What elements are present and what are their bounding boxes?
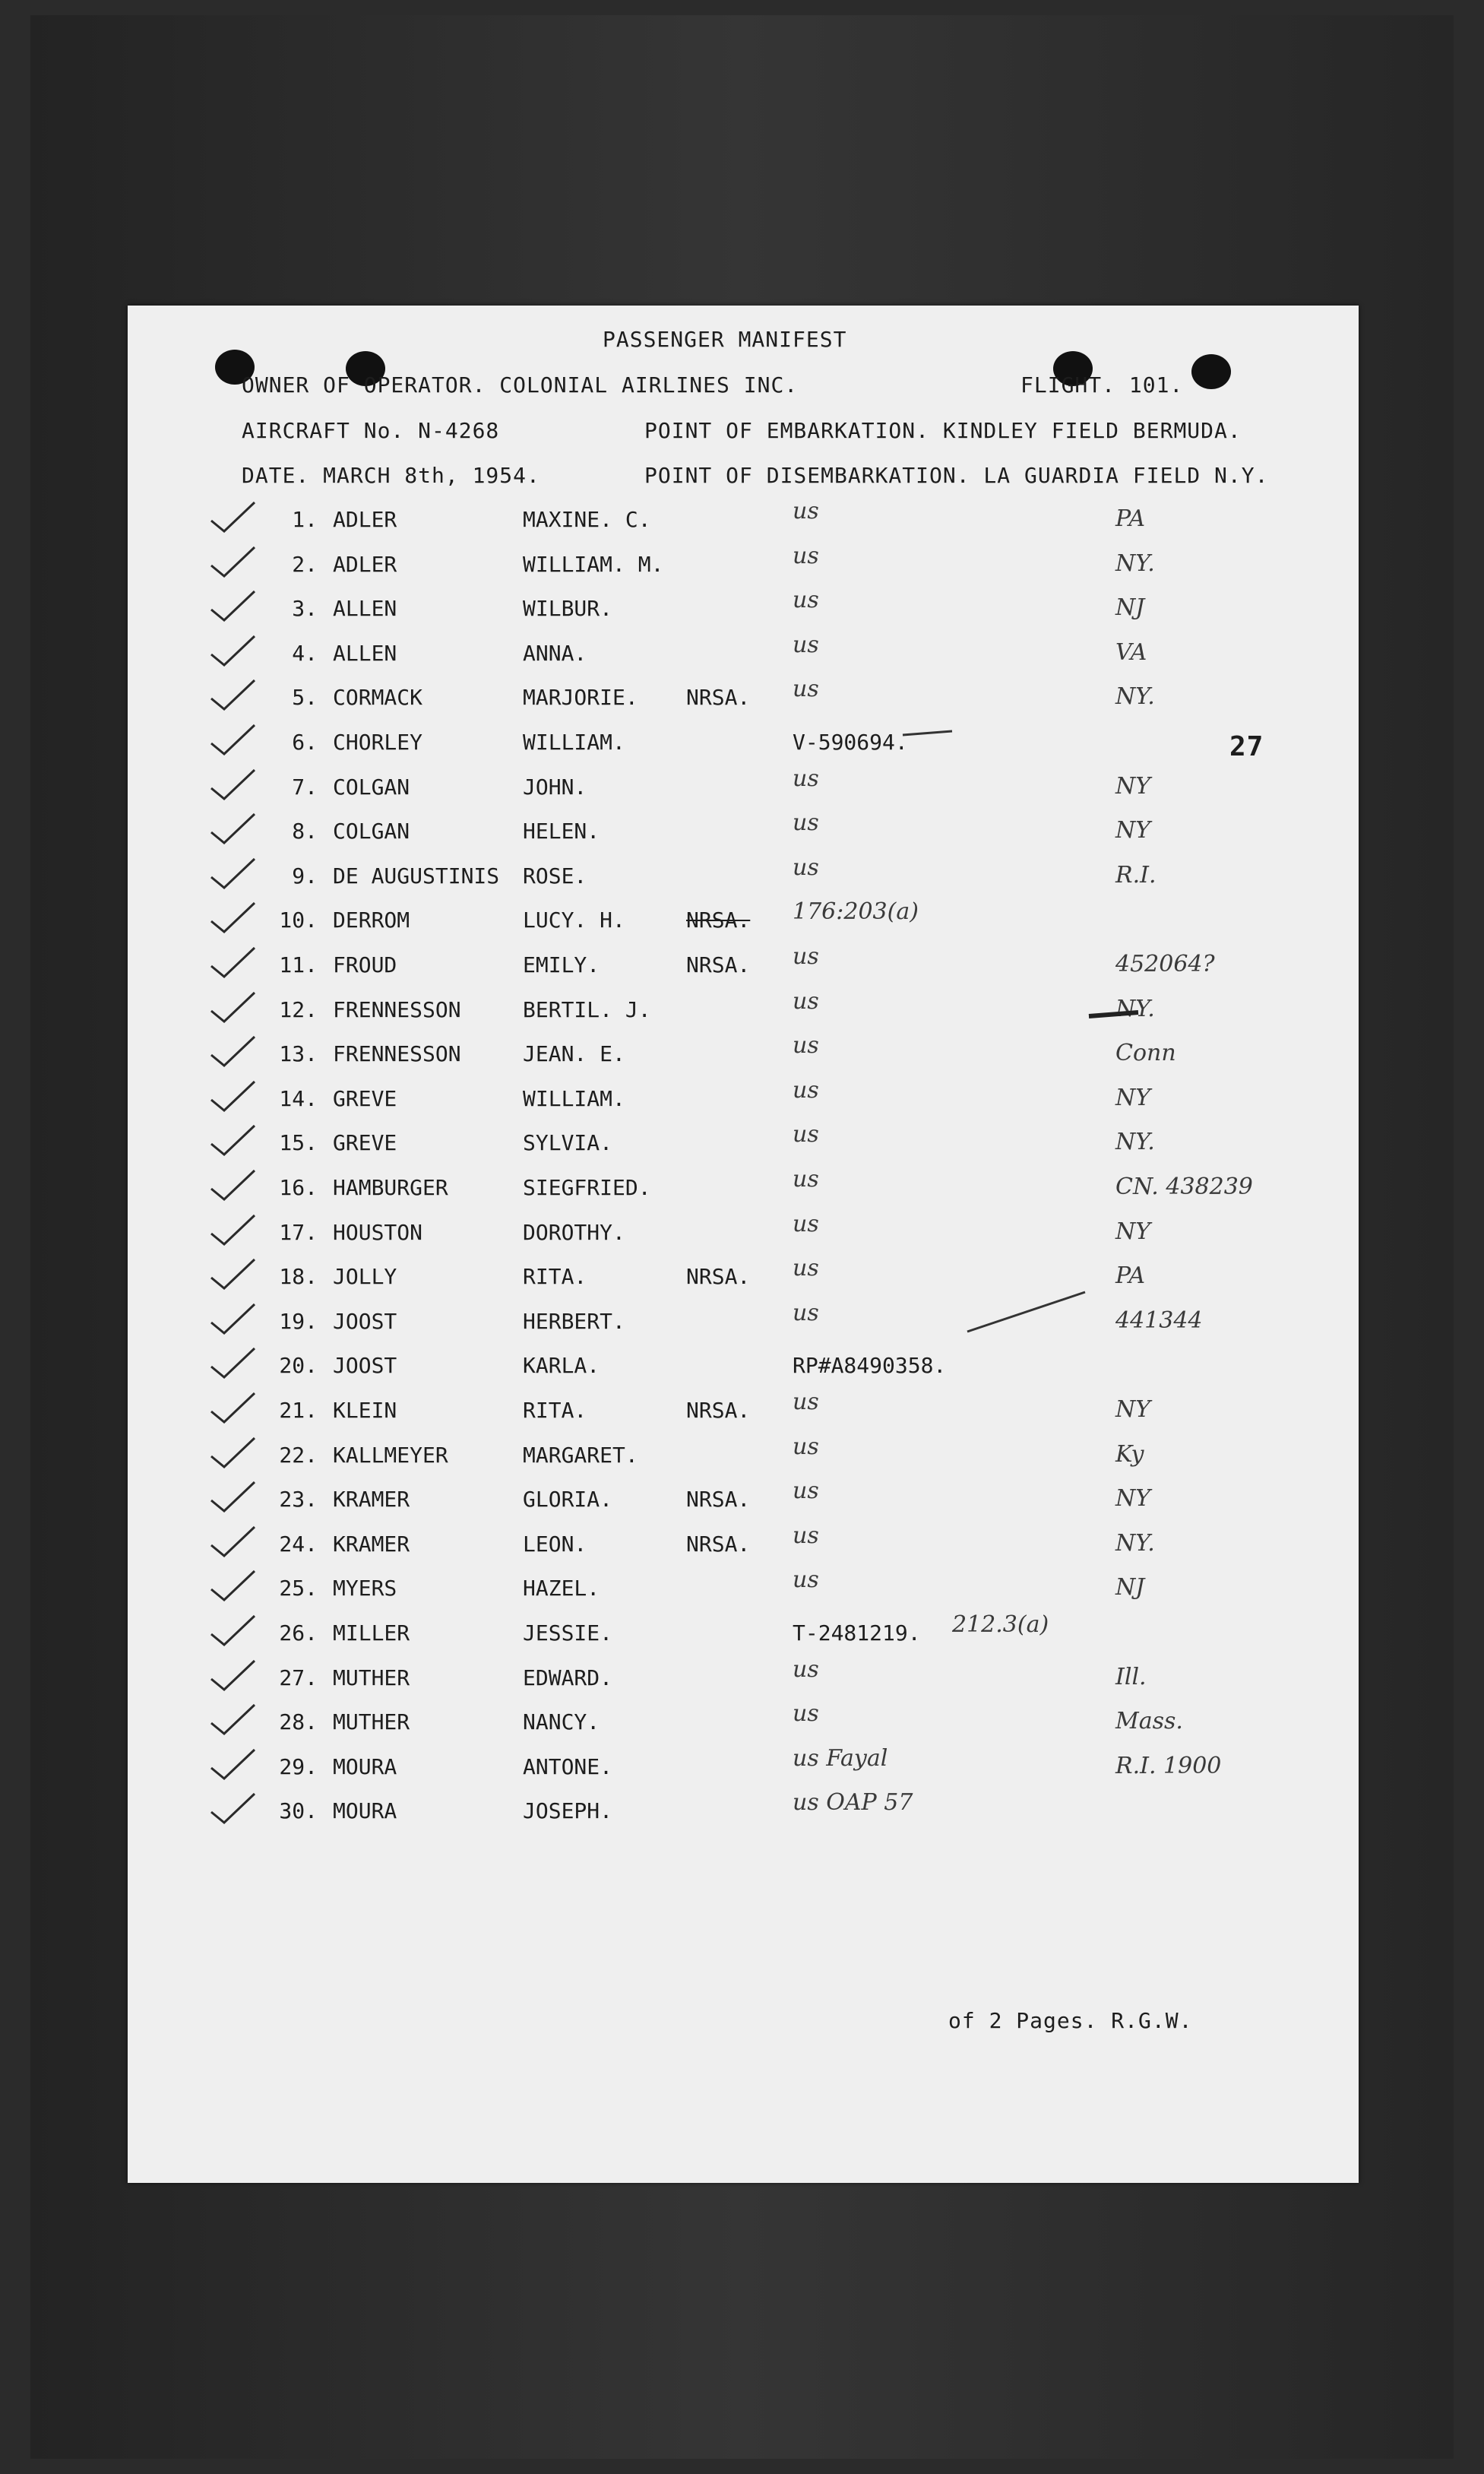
handwritten-note: us [793,1076,819,1104]
passenger-row [128,898,1359,952]
passenger-first-name: BERTIL. J. [523,996,651,1022]
passenger-first-name: HELEN. [523,819,600,844]
passenger-first-name: HAZEL. [523,1576,600,1601]
handwritten-state: NY [1115,772,1151,800]
passenger-first-name: JOHN. [523,774,587,800]
passenger-row [128,676,1359,729]
passenger-first-name: LEON. [523,1531,587,1557]
passenger-first-name: DOROTHY. [523,1219,625,1245]
handwritten-state: NY. [1115,995,1155,1022]
passenger-row [128,1210,1359,1264]
passenger-last-name: CHORLEY [333,730,423,755]
passenger-last-name: FRENNESSON [333,1041,461,1067]
handwritten-note: us [793,854,819,881]
passenger-number: 28. [279,1709,318,1735]
manifest-page [128,306,1359,2183]
nrsa-status: NRSA. [686,1531,751,1557]
handwritten-state: NY. [1115,683,1155,711]
passenger-number: 22. [279,1442,318,1468]
passenger-first-name: JOSEPH. [523,1798,613,1824]
handwritten-note: us [793,1478,819,1505]
passenger-last-name: CORMACK [333,685,423,711]
passenger-last-name: ALLEN [333,640,397,666]
passenger-number: 25. [279,1576,318,1601]
passenger-row [128,730,1359,774]
passenger-first-name: MARGARET. [523,1442,638,1468]
passenger-number: 12. [279,996,318,1022]
passenger-number: 17. [279,1219,318,1245]
document-number: V-590694. [793,730,908,755]
passenger-last-name: MUTHER [333,1665,410,1690]
passenger-first-name: EDWARD. [523,1665,613,1690]
passenger-row [128,1744,1359,1798]
page-footer: of 2 Pages. R.G.W. [948,2008,1193,2033]
handwritten-state: Mass. [1115,1708,1183,1735]
passenger-last-name: KRAMER [333,1487,410,1513]
handwritten-note: us [793,1255,819,1282]
passenger-first-name: SIEGFRIED. [523,1175,651,1200]
document-number: RP#A8490358. [793,1353,947,1379]
handwritten-state: NY. [1115,550,1155,577]
handwritten-state: Ky [1115,1440,1144,1468]
passenger-last-name: COLGAN [333,774,410,800]
handwritten-note: us [793,1522,819,1549]
passenger-first-name: HERBERT. [523,1308,625,1334]
passenger-first-name: MAXINE. C. [523,507,651,532]
page-number: 27 [1229,731,1264,762]
handwritten-note: us [793,587,819,614]
punch-hole [1191,354,1231,389]
passenger-first-name: ANNA. [523,640,587,666]
handwritten-state: NJ [1115,1574,1145,1601]
handwritten-state: NY [1115,817,1151,844]
passenger-number: 23. [279,1487,318,1513]
handwritten-note: us [793,1566,819,1594]
passenger-first-name: JESSIE. [523,1620,613,1646]
handwritten-state: Ill. [1115,1663,1147,1690]
passenger-first-name: JEAN. E. [523,1041,625,1067]
passenger-row [128,498,1359,551]
handwritten-state: VA [1115,638,1147,666]
passenger-first-name: SYLVIA. [523,1130,613,1156]
passenger-last-name: JOLLY [333,1264,397,1290]
handwritten-state: PA [1115,1262,1146,1290]
passenger-last-name: COLGAN [333,819,410,844]
handwritten-note: us [793,676,819,703]
handwritten-note: 212.3(a) [952,1611,1049,1638]
passenger-number: 4. [292,640,318,666]
handwritten-state: PA [1115,505,1146,532]
embarkation-point: POINT OF EMBARKATION. KINDLEY FIELD BERMUDA. [644,418,1242,443]
handwritten-state: NJ [1115,594,1145,622]
passenger-row [128,587,1359,640]
handwritten-note: 176:203(a) [793,898,919,926]
passenger-row [128,1032,1359,1085]
passenger-last-name: KLEIN [333,1398,397,1423]
passenger-row [128,1166,1359,1219]
passenger-last-name: MUTHER [333,1709,410,1735]
passenger-row [128,1611,1359,1665]
passenger-first-name: LUCY. H. [523,908,625,933]
passenger-number: 20. [279,1353,318,1379]
passenger-number: 1. [292,507,318,532]
passenger-number: 16. [279,1175,318,1200]
passenger-number: 24. [279,1531,318,1557]
passenger-row [128,1121,1359,1174]
passenger-first-name: NANCY. [523,1709,600,1735]
handwritten-state: CN. 438239 [1115,1174,1253,1200]
passenger-row [128,854,1359,908]
passenger-first-name: WILBUR. [523,596,613,622]
passenger-last-name: ADLER [333,551,397,577]
nrsa-status: NRSA. [686,908,751,933]
nrsa-status: NRSA. [686,685,751,711]
passenger-last-name: KALLMEYER [333,1442,448,1468]
passenger-last-name: MOURA [333,1798,397,1824]
handwritten-note: us OAP 57 [793,1789,913,1817]
handwritten-state: 452064? [1115,951,1215,977]
passenger-row [128,1655,1359,1709]
manifest-date: DATE. MARCH 8th, 1954. [242,463,540,488]
handwritten-state: NY. [1115,1529,1155,1557]
handwritten-note: us [793,1166,819,1193]
passenger-row [128,1389,1359,1442]
handwritten-state: NY [1115,1485,1151,1513]
passenger-last-name: GREVE [333,1085,397,1111]
passenger-number: 2. [292,551,318,577]
passenger-first-name: WILLIAM. M. [523,551,664,577]
passenger-number: 6. [292,730,318,755]
passenger-number: 19. [279,1308,318,1334]
handwritten-note: us [793,1700,819,1728]
passenger-number: 10. [279,908,318,933]
handwritten-note: us [793,498,819,524]
handwritten-state: NY. [1115,1129,1155,1156]
nrsa-status: NRSA. [686,1264,751,1290]
passenger-last-name: JOOST [333,1353,397,1379]
handwritten-note: us [793,1389,819,1415]
passenger-row [128,1566,1359,1620]
disembarkation-point: POINT OF DISEMBARKATION. LA GUARDIA FIELD N.Y. [644,463,1269,488]
passenger-last-name: JOOST [333,1308,397,1334]
document-number: T-2481219. [793,1620,921,1646]
passenger-row [128,542,1359,596]
handwritten-state: R.I. [1115,861,1157,889]
handwritten-state: NY [1115,1396,1151,1423]
handwritten-note: us [793,1433,819,1460]
passenger-first-name: EMILY. [523,952,600,977]
passenger-first-name: KARLA. [523,1353,600,1379]
passenger-last-name: MYERS [333,1576,397,1601]
passenger-number: 8. [292,819,318,844]
handwritten-note: us [793,1299,819,1326]
passenger-last-name: MOURA [333,1753,397,1779]
passenger-number: 30. [279,1798,318,1824]
nrsa-status: NRSA. [686,1398,751,1423]
passenger-last-name: GREVE [333,1130,397,1156]
handwritten-state: NY [1115,1218,1151,1245]
passenger-row [128,1299,1359,1353]
passenger-number: 3. [292,596,318,622]
passenger-number: 27. [279,1665,318,1690]
passenger-first-name: WILLIAM. [523,730,625,755]
passenger-last-name: DERROM [333,908,410,933]
passenger-row [128,943,1359,996]
passenger-number: 29. [279,1753,318,1779]
passenger-row [128,1700,1359,1753]
passenger-number: 15. [279,1130,318,1156]
passenger-first-name: ANTONE. [523,1753,613,1779]
aircraft-number: AIRCRAFT No. N-4268 [242,418,500,443]
passenger-number: 9. [292,863,318,889]
passenger-last-name: HOUSTON [333,1219,423,1245]
passenger-number: 11. [279,952,318,977]
passenger-last-name: FRENNESSON [333,996,461,1022]
passenger-last-name: DE AUGUSTINIS [333,863,500,889]
passenger-number: 26. [279,1620,318,1646]
handwritten-state: NY [1115,1084,1151,1111]
passenger-last-name: MILLER [333,1620,410,1646]
passenger-number: 13. [279,1041,318,1067]
passenger-row [128,809,1359,863]
passenger-row [128,1522,1359,1576]
handwritten-note: us [793,1210,819,1237]
passenger-last-name: ADLER [333,507,397,532]
passenger-row [128,1076,1359,1130]
passenger-row [128,1478,1359,1531]
passenger-row [128,987,1359,1041]
passenger-number: 14. [279,1085,318,1111]
passenger-last-name: KRAMER [333,1531,410,1557]
handwritten-note: us [793,987,819,1015]
handwritten-note: us [793,1032,819,1060]
handwritten-note: us [793,1655,819,1683]
passenger-number: 7. [292,774,318,800]
handwritten-state: Conn [1115,1040,1176,1067]
passenger-row [128,631,1359,685]
handwritten-note: us [793,809,819,837]
handwritten-note: us [793,765,819,792]
handwritten-note: us [793,1121,819,1148]
passenger-number: 5. [292,685,318,711]
passenger-row [128,1789,1359,1842]
passenger-row [128,765,1359,819]
flight-number: FLIGHT. 101. [1020,372,1184,398]
passenger-first-name: GLORIA. [523,1487,613,1513]
handwritten-state: R.I. 1900 [1115,1752,1222,1779]
passenger-row [128,1353,1359,1397]
nrsa-status: NRSA. [686,952,751,977]
passenger-first-name: RITA. [523,1264,587,1290]
handwritten-note: us [793,631,819,658]
passenger-first-name: RITA. [523,1398,587,1423]
handwritten-note: us [793,943,819,970]
page-title: PASSENGER MANIFEST [603,327,847,352]
passenger-number: 18. [279,1264,318,1290]
passenger-number: 21. [279,1398,318,1423]
passenger-last-name: ALLEN [333,596,397,622]
passenger-row [128,1433,1359,1487]
passenger-first-name: WILLIAM. [523,1085,625,1111]
passenger-last-name: HAMBURGER [333,1175,448,1200]
passenger-first-name: MARJORIE. [523,685,638,711]
passenger-last-name: FROUD [333,952,397,977]
handwritten-note: us [793,542,819,569]
handwritten-state: 441344 [1115,1307,1203,1334]
owner-line: OWNER OF OPERATOR. COLONIAL AIRLINES INC. [242,372,799,398]
passenger-first-name: ROSE. [523,863,587,889]
passenger-row [128,1255,1359,1308]
nrsa-status: NRSA. [686,1487,751,1513]
handwritten-note: us Fayal [793,1744,888,1772]
